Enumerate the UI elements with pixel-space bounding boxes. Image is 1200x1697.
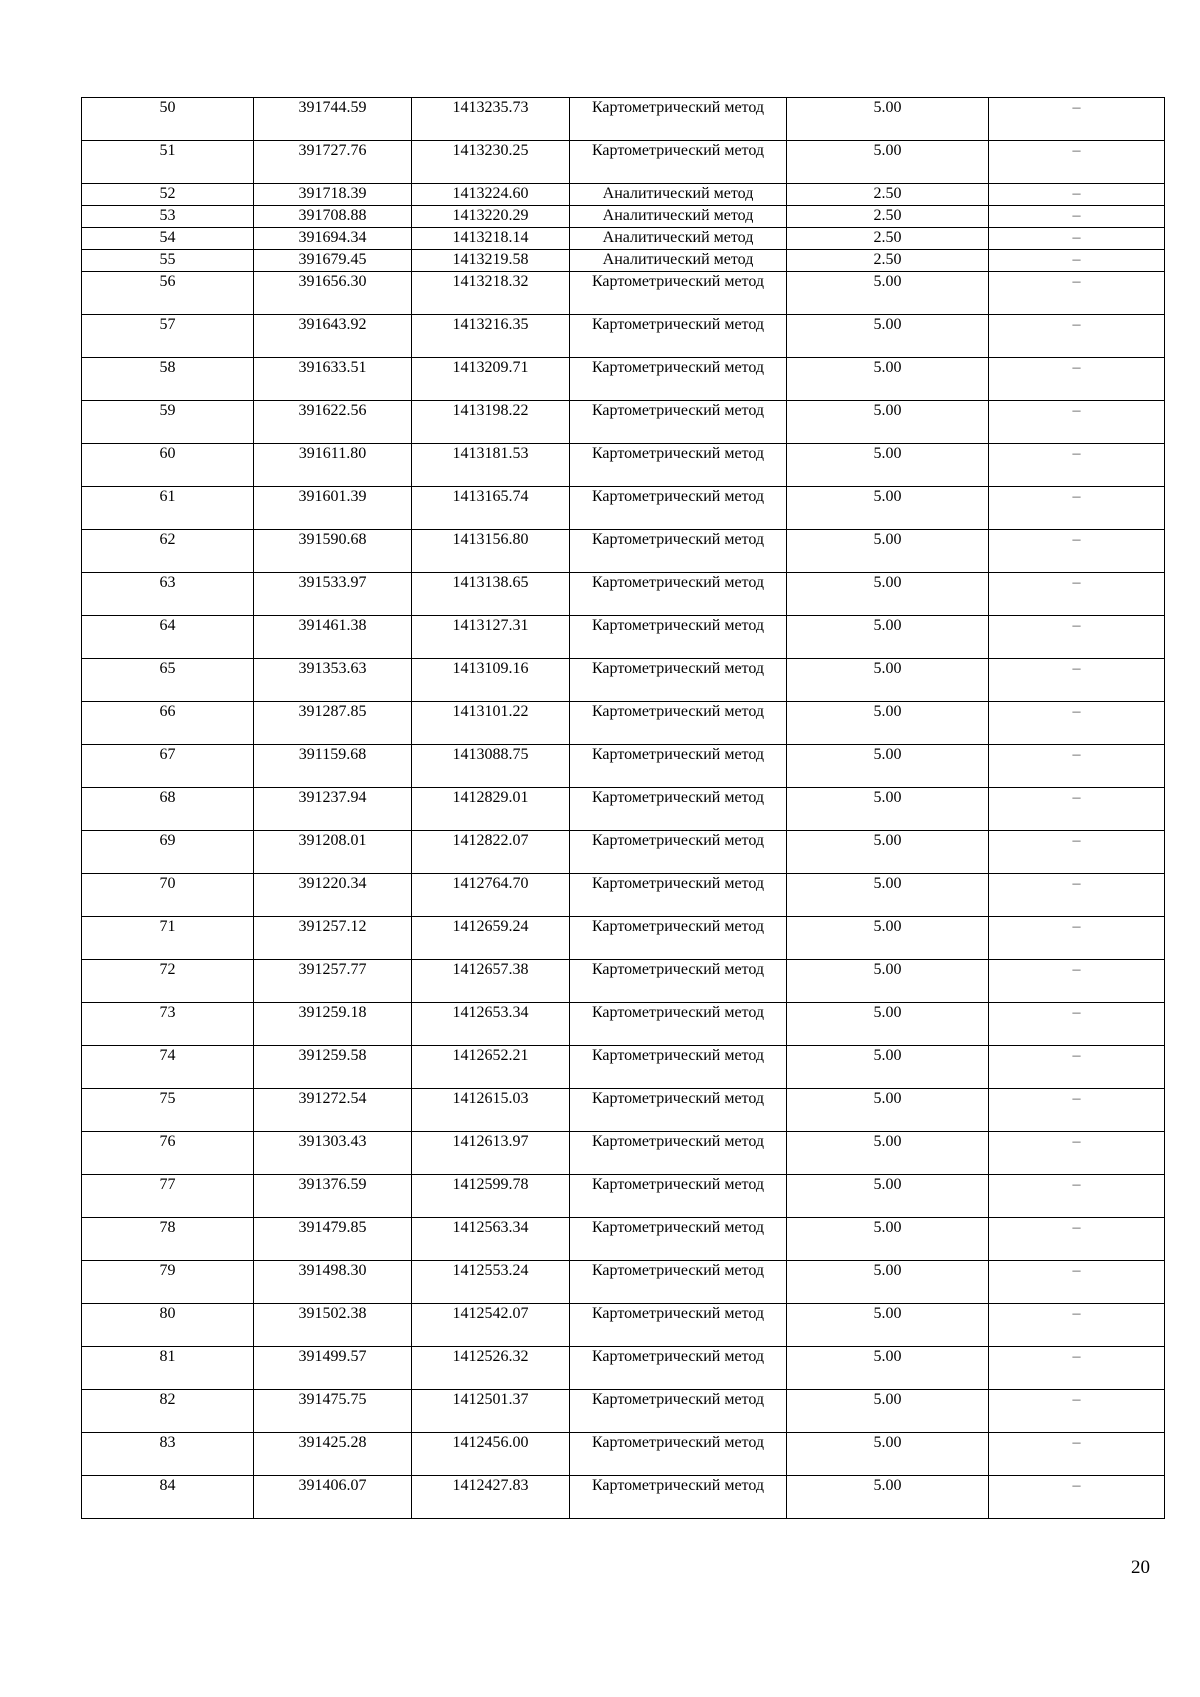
accuracy-cell: 5.00 — [787, 315, 989, 358]
method-cell: Картометрический метод — [570, 401, 787, 444]
accuracy-cell: 5.00 — [787, 1433, 989, 1476]
accuracy-cell: 5.00 — [787, 702, 989, 745]
point-number-cell: 63 — [82, 573, 254, 616]
accuracy-cell: 5.00 — [787, 272, 989, 315]
method-cell: Аналитический метод — [570, 184, 787, 206]
accuracy-cell: 5.00 — [787, 1218, 989, 1261]
coordinate-y-cell: 1413127.31 — [412, 616, 570, 659]
note-cell: – — [989, 1218, 1165, 1261]
method-cell: Картометрический метод — [570, 1132, 787, 1175]
accuracy-cell: 5.00 — [787, 487, 989, 530]
coordinate-y-cell: 1412427.83 — [412, 1476, 570, 1519]
table-row — [82, 444, 1165, 487]
accuracy-cell: 5.00 — [787, 1476, 989, 1519]
point-number-cell: 57 — [82, 315, 254, 358]
note-cell: – — [989, 874, 1165, 917]
accuracy-cell: 5.00 — [787, 1261, 989, 1304]
point-number-cell: 53 — [82, 206, 254, 228]
coordinate-y-cell: 1412542.07 — [412, 1304, 570, 1347]
accuracy-cell: 5.00 — [787, 1089, 989, 1132]
accuracy-cell: 5.00 — [787, 1304, 989, 1347]
note-cell: – — [989, 1175, 1165, 1218]
point-number-cell: 76 — [82, 1132, 254, 1175]
coordinate-x-cell: 391259.18 — [254, 1003, 412, 1046]
coordinate-x-cell: 391257.77 — [254, 960, 412, 1003]
method-cell: Картометрический метод — [570, 530, 787, 573]
point-number-cell: 50 — [82, 98, 254, 141]
coordinate-x-cell: 391287.85 — [254, 702, 412, 745]
accuracy-cell: 5.00 — [787, 874, 989, 917]
coordinates-table — [81, 97, 1165, 1519]
coordinate-y-cell: 1413181.53 — [412, 444, 570, 487]
coordinate-y-cell: 1413235.73 — [412, 98, 570, 141]
note-cell: – — [989, 530, 1165, 573]
table-row — [82, 917, 1165, 960]
accuracy-cell: 5.00 — [787, 616, 989, 659]
table-row — [82, 1304, 1165, 1347]
note-cell: – — [989, 1003, 1165, 1046]
point-number-cell: 69 — [82, 831, 254, 874]
table-row — [82, 98, 1165, 141]
table-row — [82, 530, 1165, 573]
accuracy-cell: 5.00 — [787, 659, 989, 702]
accuracy-cell: 5.00 — [787, 1003, 989, 1046]
accuracy-cell: 5.00 — [787, 358, 989, 401]
note-cell: – — [989, 141, 1165, 184]
accuracy-cell: 5.00 — [787, 788, 989, 831]
table-row — [82, 401, 1165, 444]
method-cell: Картометрический метод — [570, 1218, 787, 1261]
coordinate-x-cell: 391694.34 — [254, 228, 412, 250]
table-row — [82, 184, 1165, 206]
note-cell: – — [989, 98, 1165, 141]
coordinate-y-cell: 1413088.75 — [412, 745, 570, 788]
coordinate-x-cell: 391425.28 — [254, 1433, 412, 1476]
point-number-cell: 64 — [82, 616, 254, 659]
coordinate-x-cell: 391259.58 — [254, 1046, 412, 1089]
coordinate-x-cell: 391633.51 — [254, 358, 412, 401]
table-row — [82, 874, 1165, 917]
point-number-cell: 77 — [82, 1175, 254, 1218]
coordinate-x-cell: 391272.54 — [254, 1089, 412, 1132]
coordinate-x-cell: 391257.12 — [254, 917, 412, 960]
note-cell: – — [989, 917, 1165, 960]
note-cell: – — [989, 228, 1165, 250]
method-cell: Картометрический метод — [570, 444, 787, 487]
method-cell: Картометрический метод — [570, 1390, 787, 1433]
accuracy-cell: 5.00 — [787, 573, 989, 616]
point-number-cell: 65 — [82, 659, 254, 702]
method-cell: Картометрический метод — [570, 831, 787, 874]
coordinate-x-cell: 391498.30 — [254, 1261, 412, 1304]
method-cell: Картометрический метод — [570, 1347, 787, 1390]
coordinate-x-cell: 391502.38 — [254, 1304, 412, 1347]
method-cell: Картометрический метод — [570, 702, 787, 745]
point-number-cell: 74 — [82, 1046, 254, 1089]
table-row — [82, 702, 1165, 745]
coordinate-y-cell: 1413218.14 — [412, 228, 570, 250]
table-row — [82, 1175, 1165, 1218]
coordinate-x-cell: 391622.56 — [254, 401, 412, 444]
coordinate-x-cell: 391475.75 — [254, 1390, 412, 1433]
accuracy-cell: 2.50 — [787, 228, 989, 250]
note-cell: – — [989, 315, 1165, 358]
accuracy-cell: 2.50 — [787, 206, 989, 228]
coordinate-x-cell: 391708.88 — [254, 206, 412, 228]
note-cell: – — [989, 831, 1165, 874]
table-row — [82, 831, 1165, 874]
note-cell: – — [989, 444, 1165, 487]
method-cell: Картометрический метод — [570, 315, 787, 358]
method-cell: Картометрический метод — [570, 1089, 787, 1132]
coordinate-y-cell: 1413198.22 — [412, 401, 570, 444]
point-number-cell: 82 — [82, 1390, 254, 1433]
method-cell: Картометрический метод — [570, 1304, 787, 1347]
note-cell: – — [989, 1476, 1165, 1519]
point-number-cell: 67 — [82, 745, 254, 788]
point-number-cell: 70 — [82, 874, 254, 917]
point-number-cell: 55 — [82, 250, 254, 272]
coordinate-x-cell: 391499.57 — [254, 1347, 412, 1390]
accuracy-cell: 5.00 — [787, 1390, 989, 1433]
coordinate-y-cell: 1412829.01 — [412, 788, 570, 831]
coordinate-y-cell: 1412652.21 — [412, 1046, 570, 1089]
note-cell: – — [989, 1390, 1165, 1433]
method-cell: Картометрический метод — [570, 1003, 787, 1046]
method-cell: Картометрический метод — [570, 487, 787, 530]
table-row — [82, 573, 1165, 616]
table-row — [82, 228, 1165, 250]
method-cell: Картометрический метод — [570, 616, 787, 659]
coordinate-y-cell: 1413138.65 — [412, 573, 570, 616]
coordinate-y-cell: 1413216.35 — [412, 315, 570, 358]
note-cell: – — [989, 1132, 1165, 1175]
coordinate-x-cell: 391601.39 — [254, 487, 412, 530]
coordinate-x-cell: 391718.39 — [254, 184, 412, 206]
coordinate-y-cell: 1413224.60 — [412, 184, 570, 206]
coordinate-y-cell: 1412563.34 — [412, 1218, 570, 1261]
method-cell: Аналитический метод — [570, 206, 787, 228]
method-cell: Аналитический метод — [570, 228, 787, 250]
page-number: 20 — [1131, 1557, 1150, 1578]
point-number-cell: 84 — [82, 1476, 254, 1519]
coordinate-y-cell: 1413230.25 — [412, 141, 570, 184]
point-number-cell: 75 — [82, 1089, 254, 1132]
table-row — [82, 1089, 1165, 1132]
note-cell: – — [989, 616, 1165, 659]
accuracy-cell: 2.50 — [787, 184, 989, 206]
method-cell: Картометрический метод — [570, 659, 787, 702]
point-number-cell: 61 — [82, 487, 254, 530]
point-number-cell: 73 — [82, 1003, 254, 1046]
coordinate-x-cell: 391656.30 — [254, 272, 412, 315]
point-number-cell: 78 — [82, 1218, 254, 1261]
coordinate-x-cell: 391611.80 — [254, 444, 412, 487]
method-cell: Картометрический метод — [570, 874, 787, 917]
note-cell: – — [989, 206, 1165, 228]
point-number-cell: 56 — [82, 272, 254, 315]
accuracy-cell: 5.00 — [787, 444, 989, 487]
point-number-cell: 72 — [82, 960, 254, 1003]
coordinate-y-cell: 1413109.16 — [412, 659, 570, 702]
note-cell: – — [989, 250, 1165, 272]
coordinate-y-cell: 1412456.00 — [412, 1433, 570, 1476]
accuracy-cell: 5.00 — [787, 917, 989, 960]
accuracy-cell: 5.00 — [787, 1132, 989, 1175]
method-cell: Картометрический метод — [570, 573, 787, 616]
accuracy-cell: 5.00 — [787, 98, 989, 141]
coordinate-x-cell: 391303.43 — [254, 1132, 412, 1175]
table-row — [82, 1476, 1165, 1519]
point-number-cell: 81 — [82, 1347, 254, 1390]
coordinate-y-cell: 1412553.24 — [412, 1261, 570, 1304]
note-cell: – — [989, 788, 1165, 831]
table-row — [82, 788, 1165, 831]
method-cell: Картометрический метод — [570, 1046, 787, 1089]
note-cell: – — [989, 702, 1165, 745]
note-cell: – — [989, 1046, 1165, 1089]
coordinate-x-cell: 391406.07 — [254, 1476, 412, 1519]
coordinates-table-body — [82, 98, 1165, 1519]
note-cell: – — [989, 1304, 1165, 1347]
table-row — [82, 272, 1165, 315]
table-row — [82, 206, 1165, 228]
coordinate-y-cell: 1412657.38 — [412, 960, 570, 1003]
point-number-cell: 54 — [82, 228, 254, 250]
coordinate-x-cell: 391727.76 — [254, 141, 412, 184]
table-row — [82, 250, 1165, 272]
note-cell: – — [989, 573, 1165, 616]
note-cell: – — [989, 1261, 1165, 1304]
coordinate-y-cell: 1412653.34 — [412, 1003, 570, 1046]
table-row — [82, 487, 1165, 530]
coordinate-x-cell: 391744.59 — [254, 98, 412, 141]
coordinate-x-cell: 391376.59 — [254, 1175, 412, 1218]
accuracy-cell: 5.00 — [787, 141, 989, 184]
coordinate-x-cell: 391679.45 — [254, 250, 412, 272]
note-cell: – — [989, 960, 1165, 1003]
point-number-cell: 68 — [82, 788, 254, 831]
method-cell: Аналитический метод — [570, 250, 787, 272]
point-number-cell: 71 — [82, 917, 254, 960]
coordinate-y-cell: 1413101.22 — [412, 702, 570, 745]
coordinate-y-cell: 1413156.80 — [412, 530, 570, 573]
coordinate-x-cell: 391208.01 — [254, 831, 412, 874]
table-row — [82, 358, 1165, 401]
coordinate-x-cell: 391590.68 — [254, 530, 412, 573]
table-row — [82, 1003, 1165, 1046]
coordinate-x-cell: 391533.97 — [254, 573, 412, 616]
coordinate-x-cell: 391353.63 — [254, 659, 412, 702]
accuracy-cell: 5.00 — [787, 960, 989, 1003]
point-number-cell: 51 — [82, 141, 254, 184]
table-row — [82, 315, 1165, 358]
coordinate-x-cell: 391461.38 — [254, 616, 412, 659]
coordinate-x-cell: 391220.34 — [254, 874, 412, 917]
note-cell: – — [989, 487, 1165, 530]
coordinate-y-cell: 1412501.37 — [412, 1390, 570, 1433]
table-row — [82, 960, 1165, 1003]
coordinate-y-cell: 1412764.70 — [412, 874, 570, 917]
accuracy-cell: 5.00 — [787, 1347, 989, 1390]
coordinate-y-cell: 1412526.32 — [412, 1347, 570, 1390]
table-row — [82, 1433, 1165, 1476]
table-row — [82, 745, 1165, 788]
coordinate-x-cell: 391643.92 — [254, 315, 412, 358]
point-number-cell: 66 — [82, 702, 254, 745]
coordinate-y-cell: 1413209.71 — [412, 358, 570, 401]
accuracy-cell: 5.00 — [787, 831, 989, 874]
note-cell: – — [989, 1089, 1165, 1132]
note-cell: – — [989, 659, 1165, 702]
accuracy-cell: 5.00 — [787, 745, 989, 788]
coordinate-y-cell: 1413220.29 — [412, 206, 570, 228]
table-row — [82, 1390, 1165, 1433]
note-cell: – — [989, 401, 1165, 444]
accuracy-cell: 5.00 — [787, 1046, 989, 1089]
accuracy-cell: 5.00 — [787, 401, 989, 444]
method-cell: Картометрический метод — [570, 141, 787, 184]
note-cell: – — [989, 272, 1165, 315]
coordinate-x-cell: 391237.94 — [254, 788, 412, 831]
coordinate-y-cell: 1412822.07 — [412, 831, 570, 874]
method-cell: Картометрический метод — [570, 1261, 787, 1304]
coordinate-y-cell: 1412599.78 — [412, 1175, 570, 1218]
table-row — [82, 659, 1165, 702]
coordinate-x-cell: 391159.68 — [254, 745, 412, 788]
method-cell: Картометрический метод — [570, 745, 787, 788]
coordinate-y-cell: 1412613.97 — [412, 1132, 570, 1175]
coordinate-y-cell: 1413165.74 — [412, 487, 570, 530]
table-row — [82, 1218, 1165, 1261]
coordinate-y-cell: 1413218.32 — [412, 272, 570, 315]
note-cell: – — [989, 1347, 1165, 1390]
point-number-cell: 83 — [82, 1433, 254, 1476]
method-cell: Картометрический метод — [570, 960, 787, 1003]
point-number-cell: 79 — [82, 1261, 254, 1304]
method-cell: Картометрический метод — [570, 358, 787, 401]
method-cell: Картометрический метод — [570, 272, 787, 315]
table-row — [82, 1046, 1165, 1089]
table-row — [82, 1132, 1165, 1175]
note-cell: – — [989, 358, 1165, 401]
accuracy-cell: 2.50 — [787, 250, 989, 272]
method-cell: Картометрический метод — [570, 98, 787, 141]
coordinate-y-cell: 1412615.03 — [412, 1089, 570, 1132]
table-row — [82, 141, 1165, 184]
method-cell: Картометрический метод — [570, 1175, 787, 1218]
table-row — [82, 1347, 1165, 1390]
point-number-cell: 62 — [82, 530, 254, 573]
note-cell: – — [989, 184, 1165, 206]
coordinate-y-cell: 1413219.58 — [412, 250, 570, 272]
note-cell: – — [989, 1433, 1165, 1476]
coordinate-y-cell: 1412659.24 — [412, 917, 570, 960]
method-cell: Картометрический метод — [570, 788, 787, 831]
point-number-cell: 58 — [82, 358, 254, 401]
method-cell: Картометрический метод — [570, 917, 787, 960]
point-number-cell: 59 — [82, 401, 254, 444]
accuracy-cell: 5.00 — [787, 530, 989, 573]
point-number-cell: 60 — [82, 444, 254, 487]
point-number-cell: 52 — [82, 184, 254, 206]
accuracy-cell: 5.00 — [787, 1175, 989, 1218]
table-row — [82, 616, 1165, 659]
table-row — [82, 1261, 1165, 1304]
point-number-cell: 80 — [82, 1304, 254, 1347]
method-cell: Картометрический метод — [570, 1476, 787, 1519]
method-cell: Картометрический метод — [570, 1433, 787, 1476]
note-cell: – — [989, 745, 1165, 788]
coordinate-x-cell: 391479.85 — [254, 1218, 412, 1261]
